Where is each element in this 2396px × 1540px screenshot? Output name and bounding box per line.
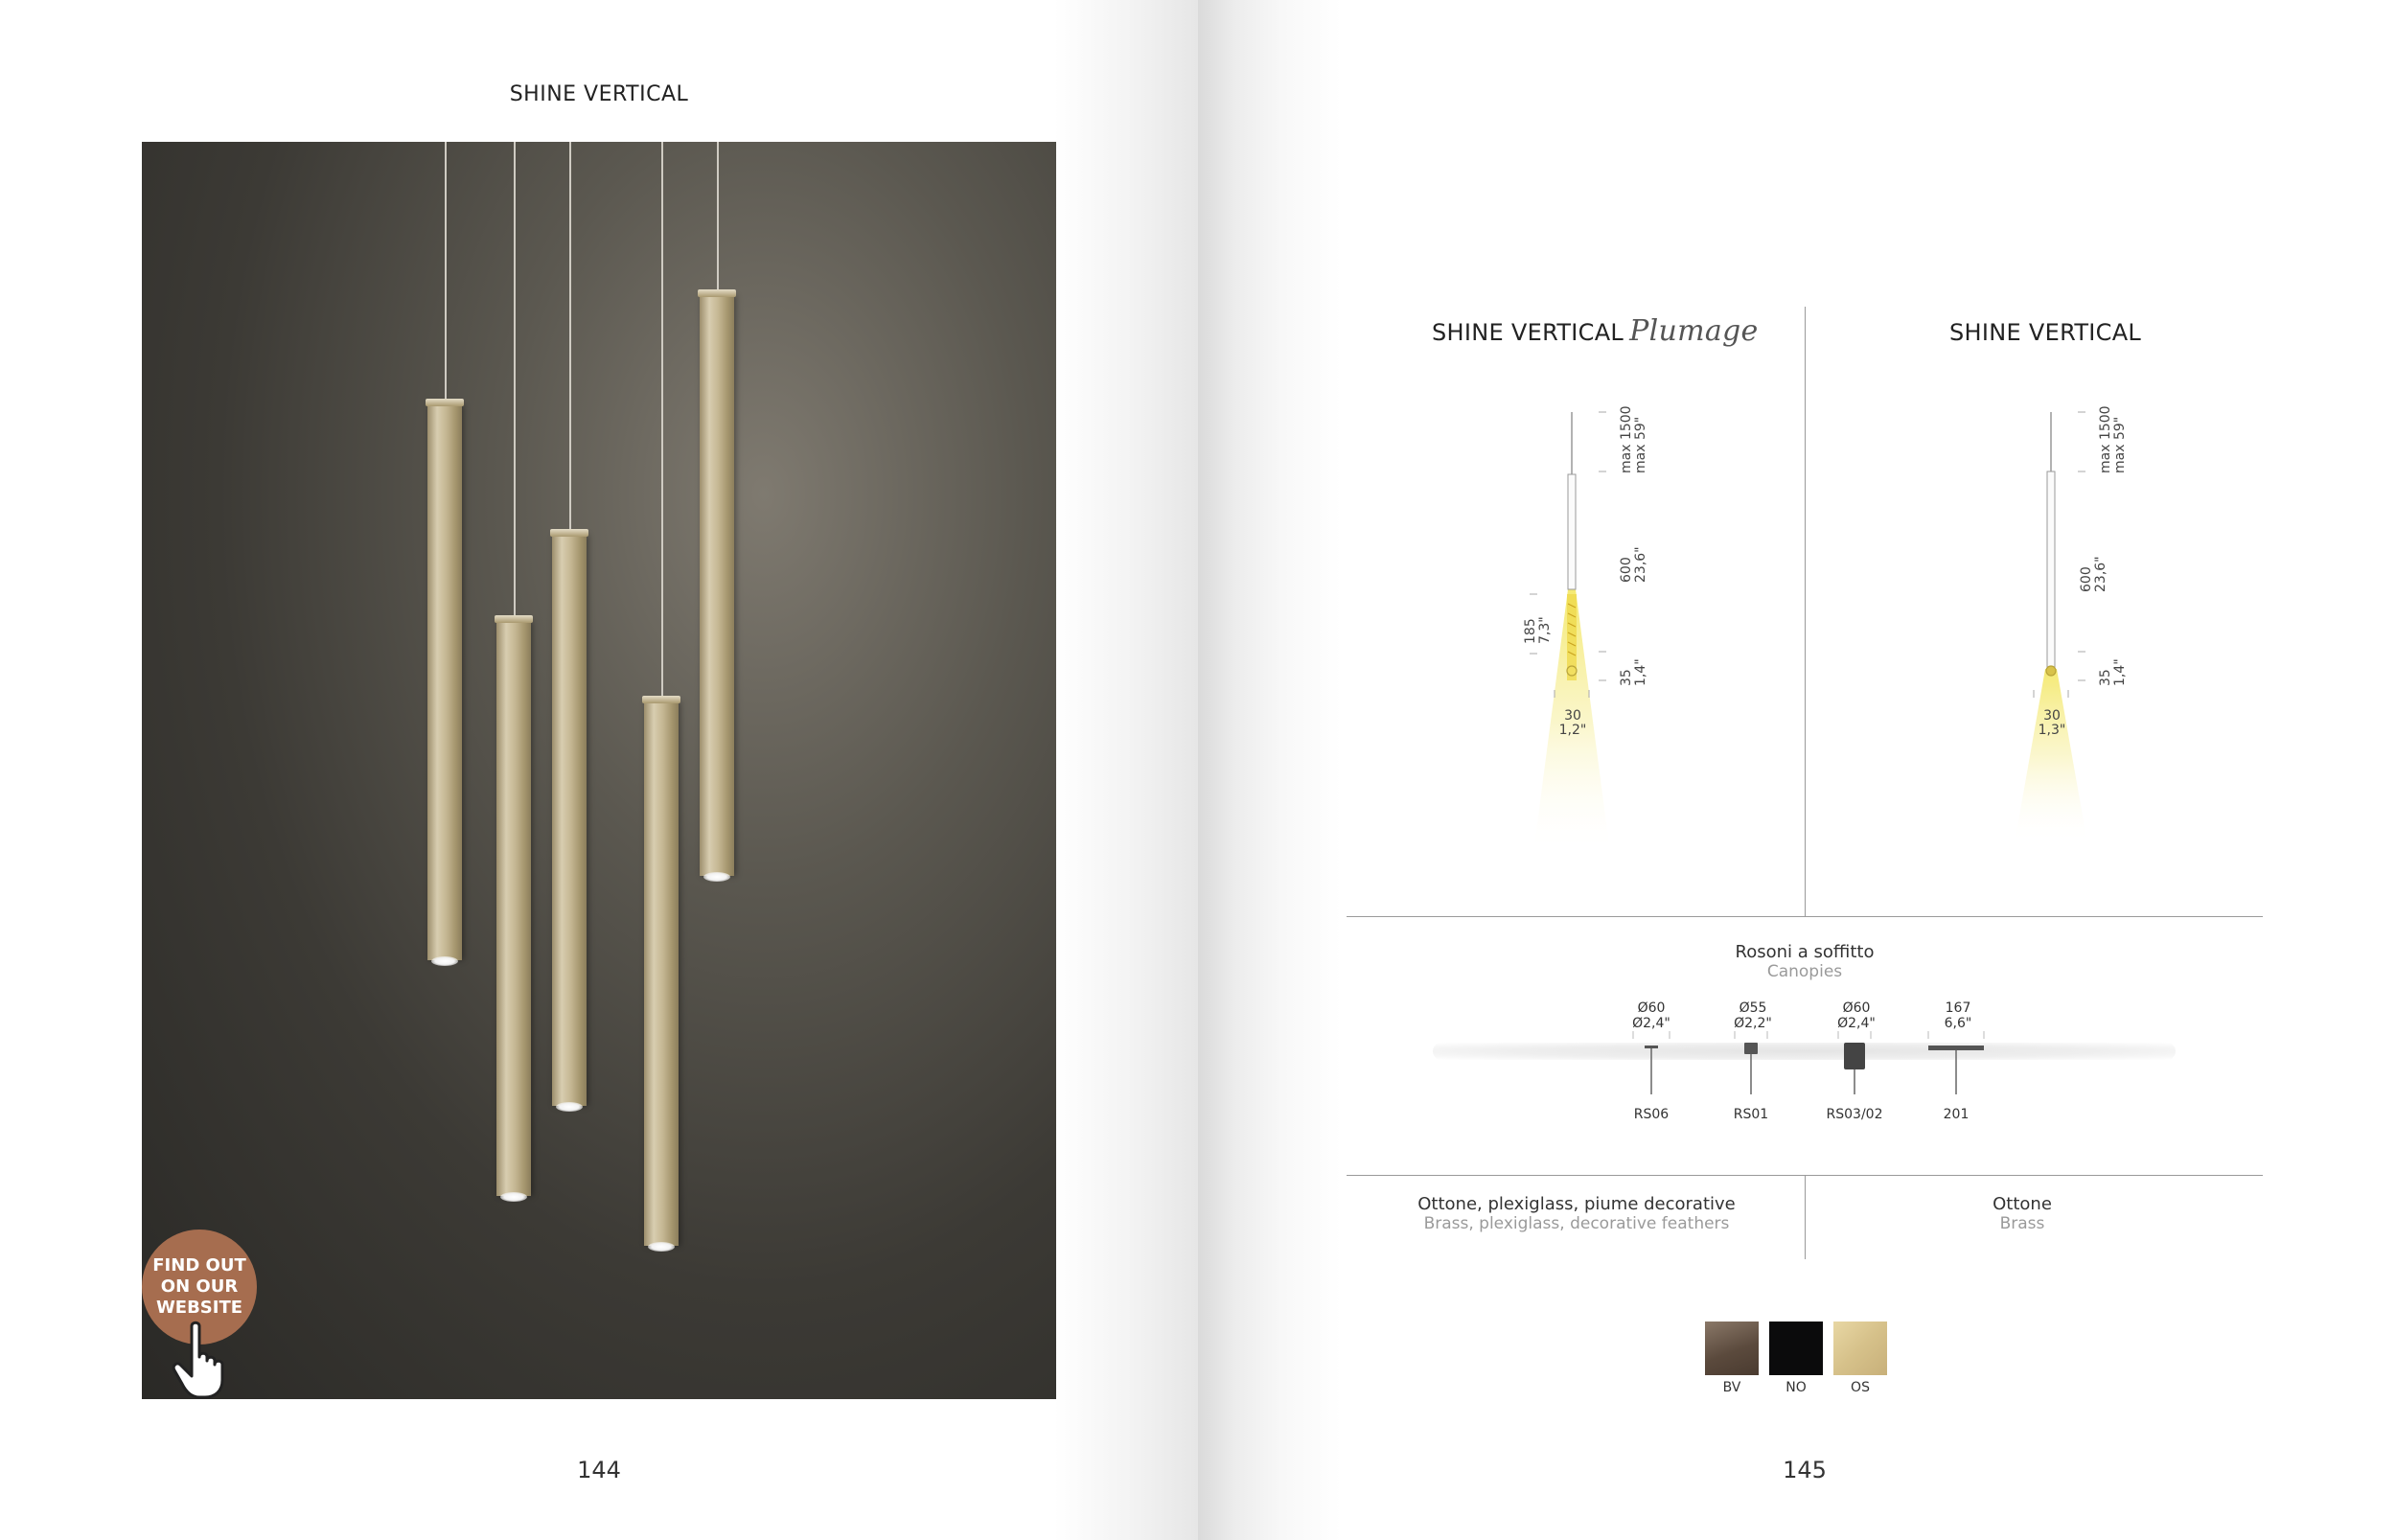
- canopy-dim-mm: Ø60: [1637, 1000, 1666, 1016]
- canopy-4-dim: [1920, 1000, 1996, 1031]
- materials-right-main: Ottone: [1993, 1194, 2052, 1214]
- dim-in: 1,3": [2038, 723, 2066, 738]
- plumage-title-text: SHINE VERTICAL: [1432, 319, 1624, 346]
- canopy-dim-mm: Ø55: [1739, 1000, 1767, 1016]
- badge-line-3: WEBSITE: [155, 1298, 243, 1318]
- canopy-dim-mm: 167: [1945, 1000, 1971, 1016]
- tube-cap: [698, 289, 736, 297]
- dim-mm: 35: [2098, 669, 2113, 686]
- standard-dim-body: [2080, 556, 2108, 592]
- plumage-title: [1432, 314, 1759, 348]
- dim-mm: max 1500: [2098, 405, 2113, 473]
- dim-in: max 59": [1633, 416, 1648, 473]
- cable-5: [717, 142, 719, 295]
- dim-mm: max 1500: [1619, 405, 1634, 473]
- canopy-3-code: RS03/02: [1826, 1107, 1883, 1122]
- divider-upper: [1347, 916, 2263, 917]
- canopies-heading: [1613, 942, 1996, 981]
- canopy-dim-in: Ø2,2": [1734, 1016, 1772, 1031]
- tube-light: [500, 1192, 527, 1202]
- column-divider-top: [1805, 307, 1806, 916]
- tube-light: [648, 1242, 675, 1252]
- tube-cap: [642, 696, 680, 703]
- cable-3: [569, 142, 571, 535]
- dim-mm: 35: [1619, 669, 1634, 686]
- canopy-drawings: [1620, 1031, 2003, 1098]
- materials-left-main: Ottone, plexiglass, piume decorative: [1417, 1194, 1736, 1214]
- canopy-dim-mm: Ø60: [1842, 1000, 1871, 1016]
- product-photo: [142, 142, 1056, 1399]
- standard-title: SHINE VERTICAL: [1949, 319, 2142, 346]
- plumage-dim-diameter: [1558, 709, 1587, 738]
- dim-in: 1,4": [2112, 658, 2128, 686]
- canopy-dim-in: 6,6": [1944, 1016, 1972, 1031]
- pendant-tube-2: [496, 621, 531, 1196]
- finish-swatch-os[interactable]: [1833, 1322, 1887, 1375]
- badge-line-1: FIND OUT: [152, 1255, 246, 1276]
- page-number-left: 144: [577, 1457, 621, 1483]
- dim-in: 1,2": [1558, 723, 1587, 738]
- dim-mm: 30: [1564, 708, 1581, 724]
- canopy-3-dim: [1818, 1000, 1895, 1031]
- dim-mm: 30: [2043, 708, 2061, 724]
- canopy-4-code: 201: [1943, 1107, 1970, 1122]
- column-divider-bottom: [1805, 1175, 1806, 1259]
- finish-label-no: NO: [1785, 1380, 1807, 1395]
- page-number-right: 145: [1783, 1457, 1827, 1483]
- page-title-left: SHINE VERTICAL: [509, 82, 689, 106]
- canopy-1-code: RS06: [1633, 1107, 1670, 1122]
- canopies-subtitle: Canopies: [1766, 962, 1843, 981]
- pendant-tube-3: [552, 535, 587, 1106]
- pointer-hand-icon: [171, 1321, 240, 1399]
- cable-1: [445, 142, 447, 404]
- finish-label-os: OS: [1851, 1380, 1870, 1395]
- canopy-1-dim: [1613, 1000, 1690, 1031]
- canopy-2-dim: [1715, 1000, 1791, 1031]
- canopy-2-code: RS01: [1733, 1107, 1769, 1122]
- materials-left: [1361, 1194, 1792, 1233]
- cable-2: [514, 142, 516, 621]
- pendant-tube-5: [700, 295, 734, 876]
- plumage-dim-bottom: [1620, 658, 1648, 686]
- dim-in: max 59": [2112, 416, 2128, 473]
- dim-in: 7,3": [1537, 616, 1553, 644]
- dim-mm: 600: [2079, 566, 2094, 592]
- materials-right: [1878, 1194, 2166, 1233]
- standard-dim-cable: [2099, 405, 2128, 473]
- finish-label-bv: BV: [1722, 1380, 1741, 1395]
- tube-light: [703, 872, 730, 882]
- tube-cap: [426, 399, 464, 406]
- dim-in: 23,6": [2093, 556, 2108, 592]
- finish-swatch-no[interactable]: [1769, 1322, 1823, 1375]
- badge-line-2: ON OUR: [160, 1276, 239, 1297]
- dim-in: 1,4": [1633, 658, 1648, 686]
- dim-mm: 600: [1619, 557, 1634, 583]
- cable-4: [661, 142, 663, 701]
- pendant-tube-4: [644, 701, 679, 1246]
- tube-cap: [495, 615, 533, 623]
- materials-right-sub: Brass: [1999, 1214, 2045, 1233]
- dim-mm: 185: [1523, 618, 1538, 644]
- canopy-dim-in: Ø2,4": [1632, 1016, 1670, 1031]
- tube-cap: [550, 529, 588, 537]
- materials-left-sub: Brass, plexiglass, decorative feathers: [1423, 1214, 1730, 1233]
- plumage-dim-cable: [1620, 405, 1648, 473]
- standard-dim-diameter: [2038, 709, 2066, 738]
- plumage-dim-feather: [1524, 616, 1553, 644]
- tube-light: [431, 956, 458, 966]
- plumage-script-text: Plumage: [1629, 314, 1759, 348]
- plumage-dim-body: [1620, 546, 1648, 583]
- right-page: [1198, 0, 2396, 1540]
- tube-light: [556, 1102, 583, 1112]
- canopy-dim-in: Ø2,4": [1837, 1016, 1876, 1031]
- finish-swatch-bv[interactable]: [1705, 1322, 1759, 1375]
- pendant-tube-1: [427, 404, 462, 960]
- canopies-title: Rosoni a soffitto: [1735, 942, 1875, 962]
- dim-in: 23,6": [1633, 546, 1648, 583]
- standard-dim-bottom: [2099, 658, 2128, 686]
